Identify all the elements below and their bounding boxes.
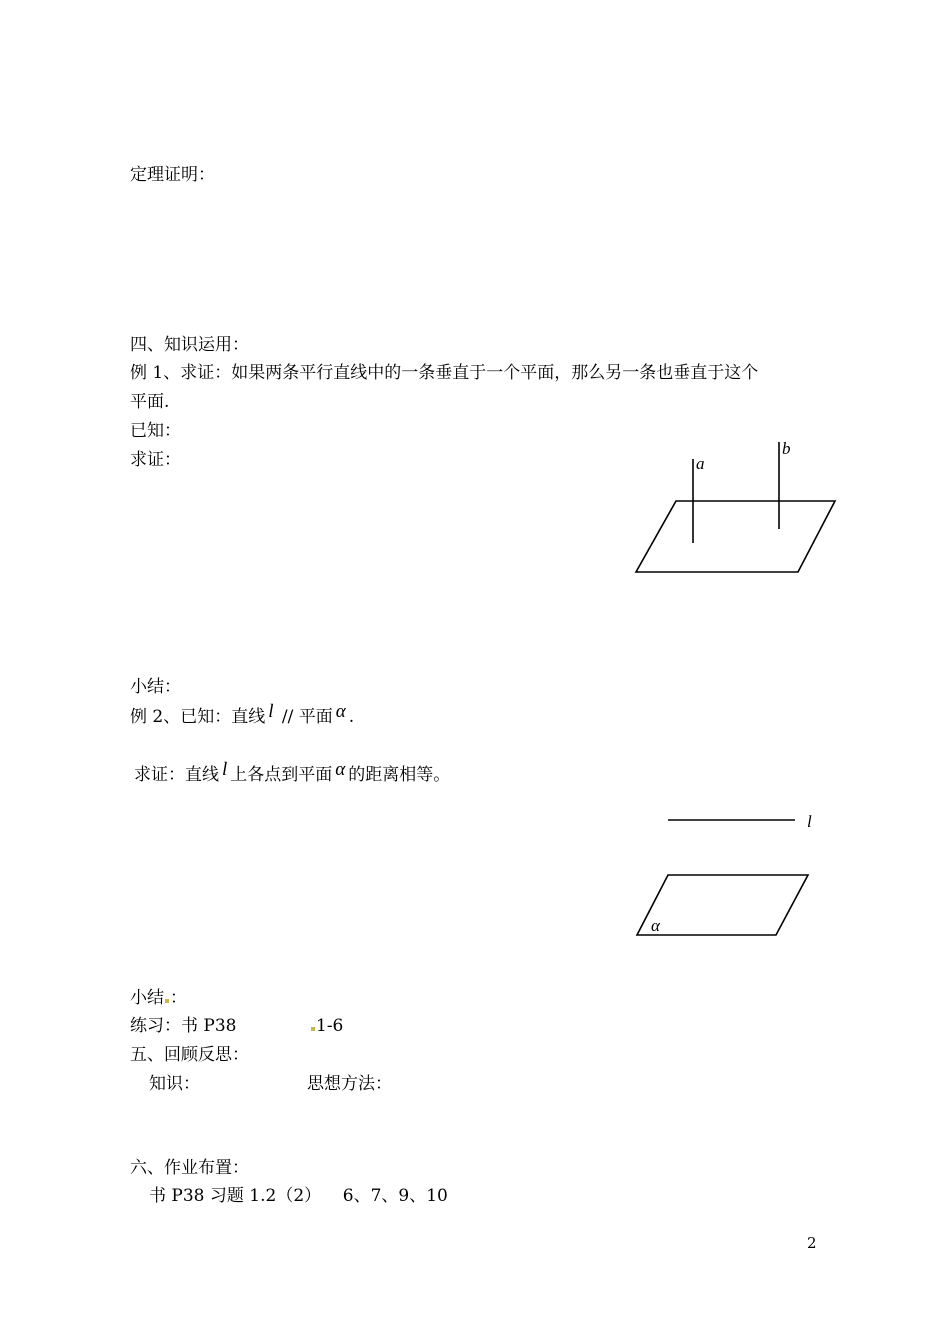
- parallel-text: // 平面: [276, 707, 333, 727]
- section-5-title: [130, 1045, 249, 1065]
- practice-label: 练习：书 P38: [130, 1016, 237, 1036]
- prove-suffix: 的距离相等。: [348, 765, 451, 785]
- summary-2: [130, 988, 187, 1008]
- plane-alpha-parallelogram: [637, 875, 808, 935]
- practice-range-text: 1-6: [316, 1016, 344, 1036]
- example-2-end: .: [348, 707, 355, 727]
- summary-2-colon: ：: [170, 988, 187, 1008]
- summary-1-label: 小结：: [130, 677, 181, 697]
- edit-mark-2: [311, 1027, 315, 1031]
- methods-label: 思想方法：: [307, 1074, 392, 1094]
- example-2-given: [130, 701, 355, 727]
- plane-parallelogram: [636, 501, 835, 572]
- prove-prefix: 求证：直线: [134, 765, 219, 785]
- homework-text: 书 P38 习题 1.2（2） 6、7、9、10: [149, 1186, 448, 1206]
- prove-mid: 上各点到平面: [230, 765, 333, 785]
- label-a: a: [696, 454, 705, 473]
- var-alpha: α: [335, 701, 346, 722]
- section-6-title: 六、作业布置：: [130, 1158, 249, 1178]
- summary-2-label: 小结: [130, 988, 164, 1008]
- section-5-title-a: 五、回顾反: [130, 1045, 215, 1065]
- given-label: 已知：: [130, 421, 181, 441]
- label-b: b: [782, 439, 791, 458]
- label-l: l: [807, 812, 812, 831]
- section-4-title: 四、知识运用：: [130, 335, 249, 355]
- example-1-statement-cont: 平面.: [130, 392, 170, 412]
- practice-range: [310, 1016, 343, 1036]
- example-2-prove: [134, 759, 451, 785]
- example-1-statement: 例 1、求证：如果两条平行直线中的一条垂直于一个平面，那么另一条也垂直于这个: [130, 363, 759, 383]
- example-2-prefix: 例 2、已知：直线: [130, 707, 266, 727]
- edit-mark: [165, 999, 169, 1003]
- var-alpha-2: α: [335, 759, 346, 780]
- section-5-title-b: 思：: [215, 1045, 249, 1065]
- var-l-2: l: [222, 759, 228, 780]
- var-l: l: [268, 701, 274, 722]
- knowledge-label: 知识：: [149, 1074, 200, 1094]
- prove-label: 求证：: [130, 450, 181, 470]
- page-number: 2: [807, 1234, 817, 1252]
- label-alpha: α: [651, 916, 660, 935]
- theorem-proof-label: 定理证明：: [130, 165, 215, 185]
